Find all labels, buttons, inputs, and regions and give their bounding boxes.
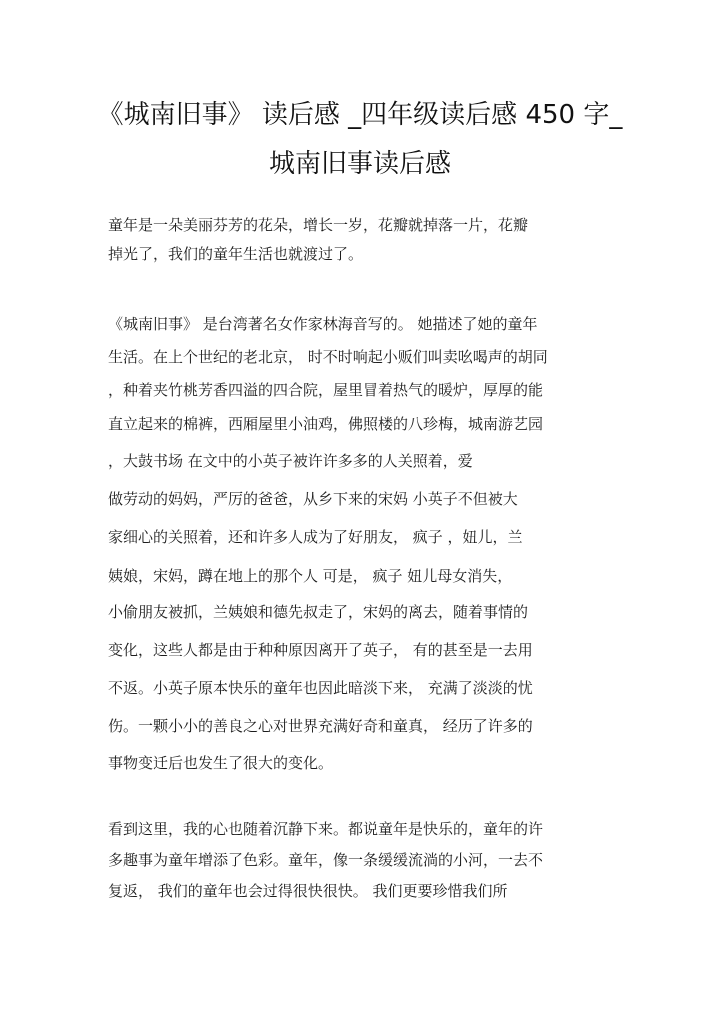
document-title-line-1: 《城南旧事》 读后感 _四年级读后感 450 字_ — [97, 100, 623, 130]
text-line: 做劳动的妈妈，严厉的爸爸，从乡下来的宋妈 小英子不但被大 — [108, 490, 518, 508]
text-line: 复返， 我们的童年也会过得很快很快。 我们更要珍惜我们所 — [108, 882, 508, 900]
text-line: 童年是一朵美丽芬芳的花朵，增长一岁，花瓣就掉落一片，花瓣 — [108, 216, 529, 234]
text-line: 伤。一颗小小的善良之心对世界充满好奇和童真， 经历了许多的 — [108, 717, 533, 735]
text-line: 直立起来的棉裤，西厢屋里小油鸡，佛照楼的八珍梅，城南游艺园 — [108, 415, 544, 433]
text-line: 不返。小英子原本快乐的童年也因此暗淡下来， 充满了淡淡的忧 — [108, 679, 533, 697]
text-line: 变化，这些人都是由于种种原因离开了英子， 有的甚至是一去用 — [108, 641, 533, 659]
text-line: 《城南旧事》 是台湾著名女作家林海音写的。 她描述了她的童年 — [108, 315, 538, 333]
document-title-line-2: 城南旧事读后感 — [268, 149, 451, 179]
text-line: 家细心的关照着，还和许多人成为了好朋友， 疯子 ，妞儿，兰 — [108, 528, 523, 546]
text-line: 掉光了，我们的童年生活也就渡过了。 — [108, 245, 364, 263]
text-line: 姨娘，宋妈，蹲在地上的那个人 可是， 疯子 妞儿母女消失， — [108, 567, 513, 585]
text-line: 事物变迁后也发生了很大的变化。 — [108, 754, 334, 772]
text-line: ，种着夹竹桃芳香四溢的四合院，屋里冒着热气的暖炉，厚厚的能 — [108, 381, 544, 399]
text-line: ，大鼓书场 在文中的小英子被许许多多的人关照着，爱 — [108, 452, 473, 470]
text-line: 多趣事为童年增添了色彩。童年，像一条缓缓流淌的小河，一去不 — [108, 851, 544, 869]
text-line: 生活。在上个世纪的老北京， 时不时响起小贩们叫卖吆喝声的胡同 — [108, 348, 548, 366]
text-line: 小偷朋友被抓，兰姨娘和德先叔走了，宋妈的离去，随着事情的 — [108, 603, 529, 621]
text-line: 看到这里，我的心也随着沉静下来。都说童年是快乐的，童年的许 — [108, 820, 544, 838]
